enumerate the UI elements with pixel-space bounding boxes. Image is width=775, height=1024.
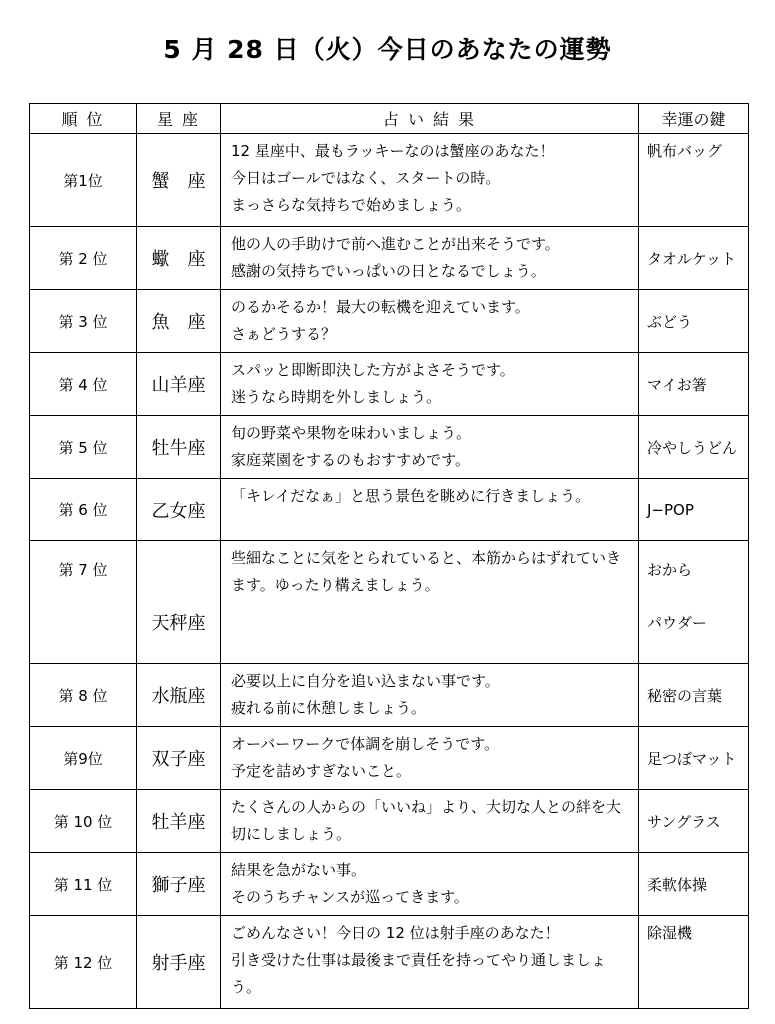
zodiac-sign-cell: 牡牛座: [137, 416, 221, 479]
rank-cell: 第 4 位: [30, 353, 137, 416]
table-row: [30, 416, 749, 479]
fortune-line: 些細なことに気をとられていると、本筋からはずれていきます。ゆったり構えましょう。: [231, 549, 622, 594]
fortune-line: 疲れる前に休憩しましょう。: [231, 699, 427, 717]
fortune-line: 引き受けた仕事は最後まで責任を持ってやり通しましょう。: [231, 951, 607, 996]
lucky-key-text: 除湿機: [647, 924, 693, 942]
zodiac-sign-cell: 双子座: [137, 727, 221, 790]
rank-cell: 第 8 位: [30, 664, 137, 727]
rank-cell: 第 6 位: [30, 479, 137, 541]
zodiac-sign-cell: 射手座: [137, 916, 221, 1009]
lucky-key-text: パウダー: [647, 614, 707, 632]
rank-cell: 第 2 位: [30, 227, 137, 290]
zodiac-sign-cell: 獅子座: [137, 853, 221, 916]
lucky-key-text: 秘密の言葉: [647, 686, 723, 705]
fortune-result-cell: [221, 134, 639, 227]
rank-cell: 第1位: [30, 134, 137, 227]
fortune-result-cell: [221, 664, 639, 727]
lucky-key-cell: [639, 353, 749, 416]
fortune-line: のるかそるか！最大の転機を迎えています。: [231, 298, 530, 316]
fortune-line: オーバーワークで体調を崩しそうです。: [231, 735, 500, 753]
zodiac-sign-cell: 水瓶座: [137, 664, 221, 727]
lucky-key-text: 帆布バッグ: [647, 142, 723, 160]
fortune-line: 「キレイだなぁ」と思う景色を眺めに行きましょう。: [231, 487, 591, 505]
rank-cell: 第 12 位: [30, 916, 137, 1009]
table-row: [30, 227, 749, 290]
fortune-result-cell: [221, 727, 639, 790]
fortune-result-cell: [221, 853, 639, 916]
table-row: [30, 353, 749, 416]
header-sign: 星 座: [137, 104, 221, 134]
fortune-line: ごめんなさい！今日の 12 位は射手座のあなた！: [231, 924, 560, 942]
table-row: [30, 541, 749, 664]
table-header-row: [30, 104, 749, 134]
table-row: [30, 916, 749, 1009]
fortune-result-cell: [221, 416, 639, 479]
rank-cell: 第 5 位: [30, 416, 137, 479]
header-lucky-key: 幸運の鍵: [639, 104, 749, 134]
table-row: [30, 134, 749, 227]
fortune-line: 予定を詰めすぎないこと。: [231, 762, 412, 780]
zodiac-sign-cell: 蠍 座: [137, 227, 221, 290]
lucky-key-text: J−POP: [647, 500, 694, 519]
lucky-key-text: 冷やしうどん: [647, 438, 738, 457]
lucky-key-text: 足つぼマット: [647, 749, 737, 768]
lucky-key-cell: [639, 790, 749, 853]
rank-cell: 第9位: [30, 727, 137, 790]
fortune-line: 結果を急がない事。: [231, 861, 367, 879]
table-row: [30, 727, 749, 790]
header-result: 占 い 結 果: [221, 104, 639, 134]
fortune-line: 12 星座中、最もラッキーなのは蟹座のあなた！: [231, 142, 555, 160]
fortune-result-cell: [221, 790, 639, 853]
fortune-line: 今日はゴールではなく、スタートの時。: [231, 169, 501, 187]
rank-cell: 第 10 位: [30, 790, 137, 853]
fortune-line: たくさんの人からの「いいね」より、大切な人との絆を大切にしましょう。: [231, 798, 622, 843]
zodiac-sign-cell: 天秤座: [137, 541, 221, 664]
lucky-key-text: マイお箸: [647, 375, 707, 394]
fortune-result-cell: [221, 916, 639, 1009]
lucky-key-cell: [639, 479, 749, 541]
fortune-line: さぁどうする？: [231, 325, 337, 343]
zodiac-sign-cell: 牡羊座: [137, 790, 221, 853]
fortune-line: 旬の野菜や果物を味わいましょう。: [231, 424, 472, 442]
page-title: 5 月 28 日（火）今日のあなたの運勢: [163, 35, 612, 64]
rank-cell: 第 3 位: [30, 290, 137, 353]
fortune-line: 必要以上に自分を追い込まない事です。: [231, 672, 500, 690]
lucky-key-text: タオルケット: [647, 249, 736, 268]
lucky-key-cell: [639, 853, 749, 916]
fortune-result-cell: [221, 290, 639, 353]
zodiac-sign-cell: 蟹 座: [137, 134, 221, 227]
zodiac-sign-cell: 山羊座: [137, 353, 221, 416]
lucky-key-cell: [639, 727, 749, 790]
lucky-key-cell: [639, 416, 749, 479]
fortune-line: 迷うなら時期を外しましょう。: [231, 388, 442, 406]
fortune-table: [29, 103, 749, 1009]
lucky-key-text: サングラス: [647, 812, 721, 831]
lucky-key-cell: [639, 541, 749, 664]
fortune-line: 家庭菜園をするのもおすすめです。: [231, 451, 470, 469]
fortune-line: 感謝の気持ちでいっぱいの日となるでしょう。: [231, 262, 546, 280]
lucky-key-cell: [639, 134, 749, 227]
fortune-result-cell: [221, 353, 639, 416]
lucky-key-cell: [639, 916, 749, 1009]
lucky-key-text: おから: [647, 561, 693, 579]
lucky-key-text: ぶどう: [647, 312, 693, 331]
table-row: [30, 853, 749, 916]
fortune-line: そのうちチャンスが巡ってきます。: [231, 888, 469, 906]
fortune-result-cell: [221, 541, 639, 664]
rank-cell: 第 11 位: [30, 853, 137, 916]
lucky-key-text: 柔軟体操: [647, 875, 708, 894]
rank-cell: 第 7 位: [30, 541, 137, 664]
zodiac-sign-cell: 乙女座: [137, 479, 221, 541]
fortune-line: スパッと即断即決した方がよさそうです。: [231, 361, 515, 379]
table-row: [30, 479, 749, 541]
fortune-line: まっさらな気持ちで始めましょう。: [231, 196, 471, 214]
header-rank: 順 位: [30, 104, 137, 134]
zodiac-sign-cell: 魚 座: [137, 290, 221, 353]
table-row: [30, 290, 749, 353]
table-row: [30, 790, 749, 853]
fortune-result-cell: [221, 227, 639, 290]
table-row: [30, 664, 749, 727]
lucky-key-cell: [639, 227, 749, 290]
fortune-line: 他の人の手助けで前へ進むことが出来そうです。: [231, 235, 560, 253]
fortune-result-cell: [221, 479, 639, 541]
lucky-key-cell: [639, 664, 749, 727]
lucky-key-cell: [639, 290, 749, 353]
